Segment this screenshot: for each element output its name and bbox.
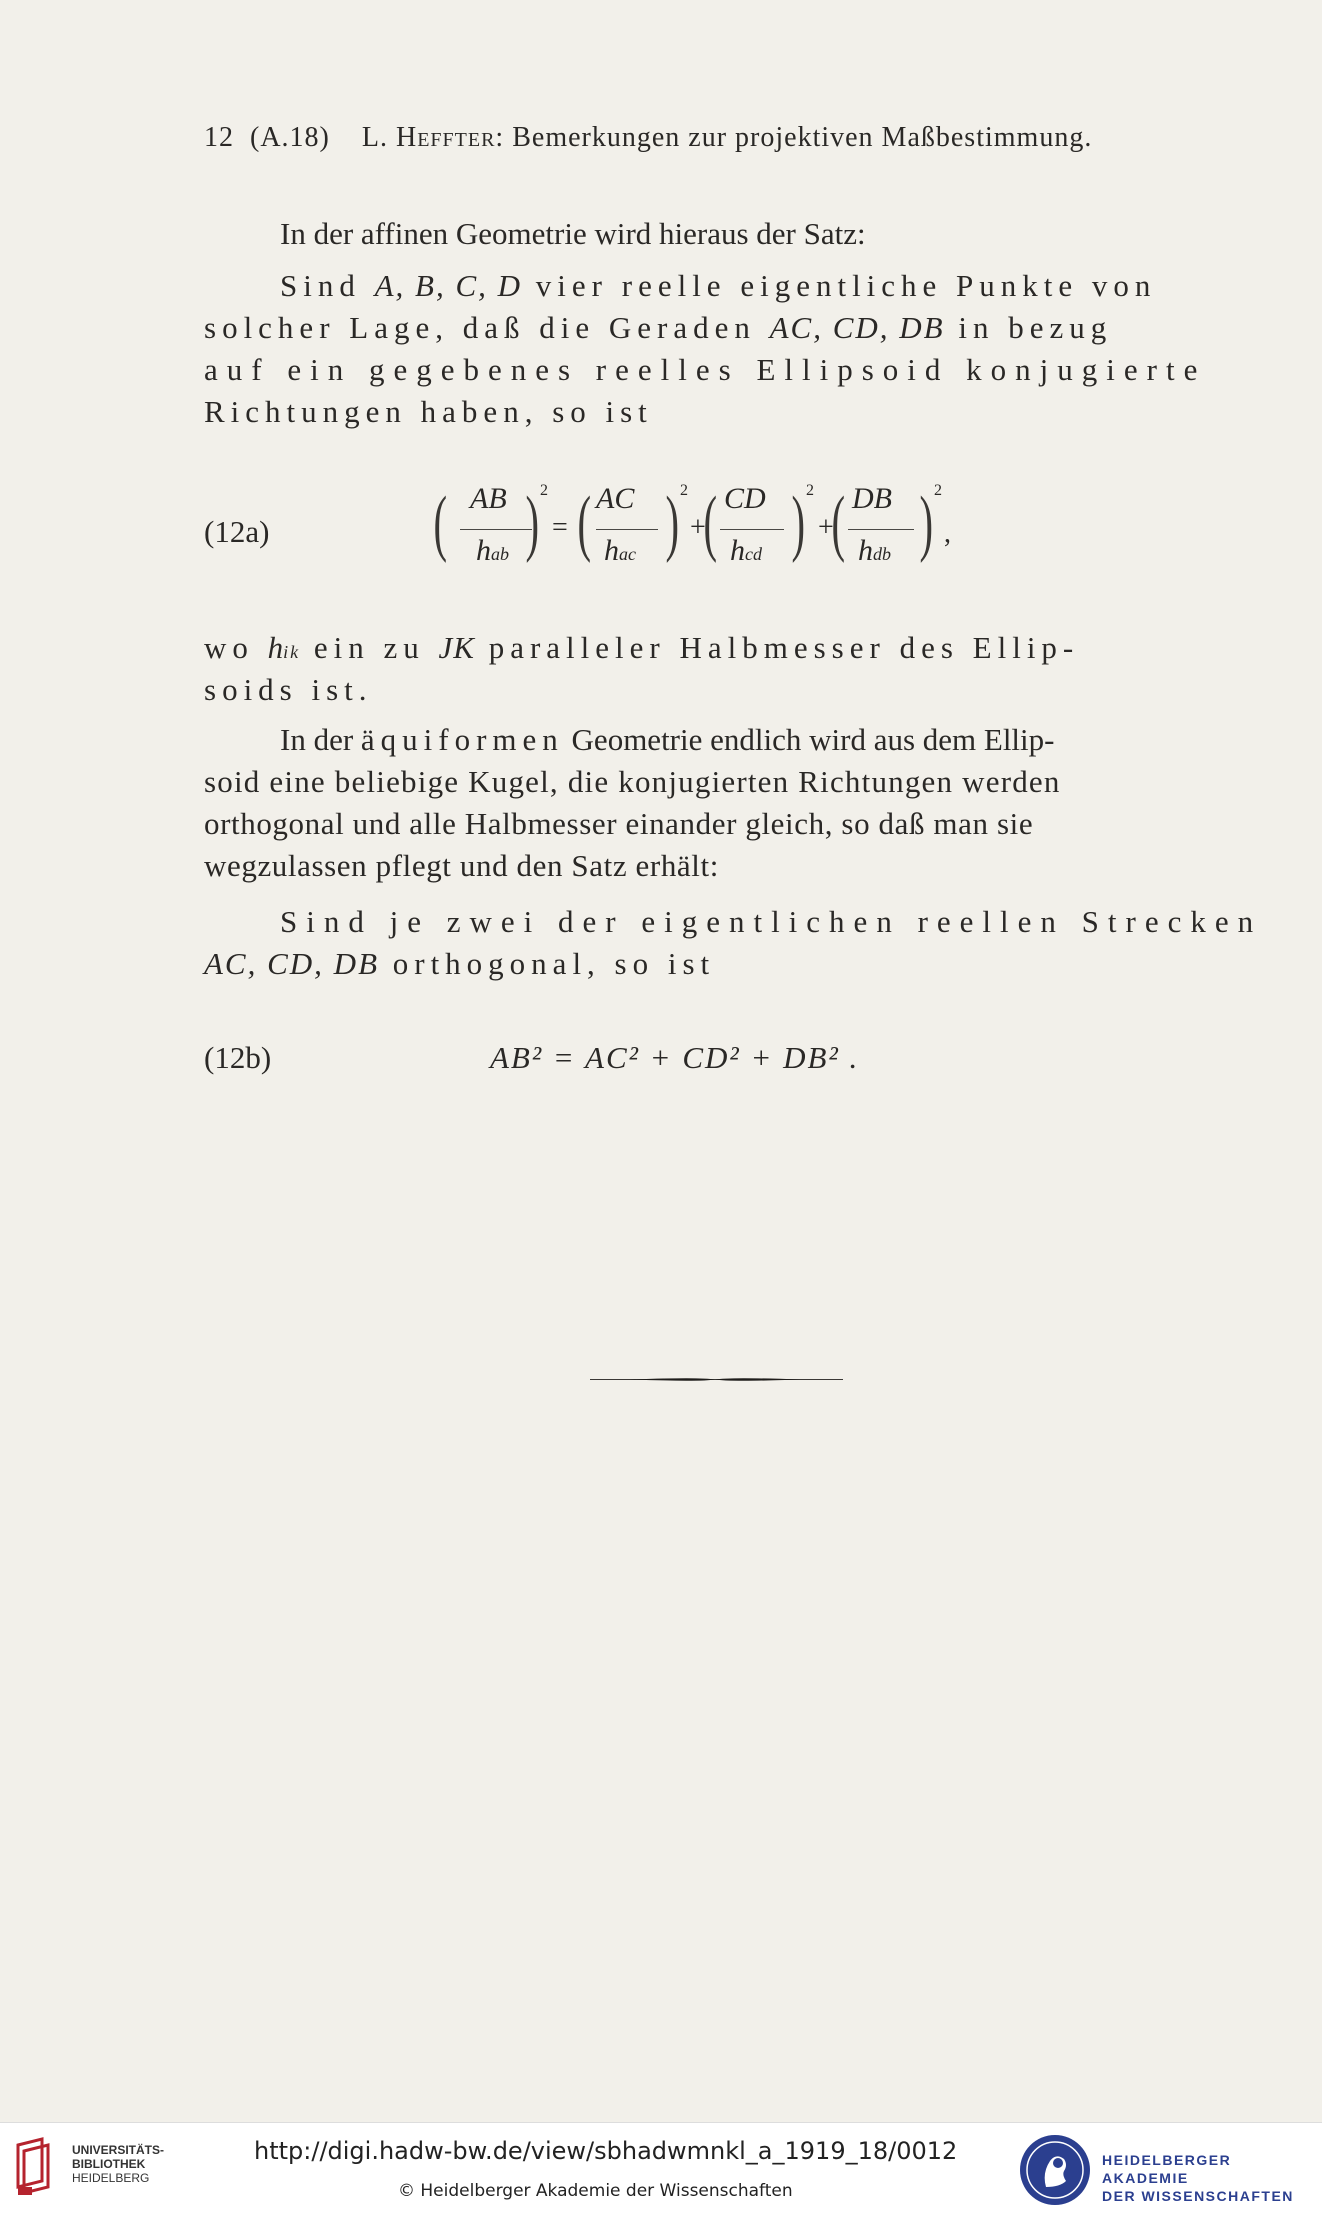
fraction-denominator: hac <box>604 534 636 567</box>
fraction-bar <box>848 529 914 530</box>
page-number: 12 <box>204 122 234 153</box>
text-span: Richtungen haben, so ist <box>204 394 653 429</box>
paragraph-4-line-4 <box>204 846 719 886</box>
university-library-logo[interactable] <box>14 2137 54 2201</box>
plus-sign: + <box>818 512 834 543</box>
fraction-bar <box>596 529 658 530</box>
math-jk: JK <box>438 630 475 665</box>
academy-name <box>1102 2151 1322 2205</box>
fraction-numerator: CD <box>724 482 766 515</box>
exponent: 2 <box>806 482 814 499</box>
where-line-1 <box>204 628 1079 672</box>
theorem-line-1 <box>280 266 1156 306</box>
header-ref: (A.18) <box>250 122 330 153</box>
right-paren: ) <box>791 482 806 564</box>
right-paren: ) <box>919 482 934 564</box>
academy-seal-icon[interactable] <box>1020 2135 1090 2205</box>
paragraph-5-line-2 <box>204 944 715 984</box>
text-span: wegzulassen pflegt und den Satz erhält: <box>204 848 719 883</box>
ub-line: UNIVERSITÄTS- <box>72 2143 165 2157</box>
fraction-denominator: hdb <box>858 534 891 567</box>
academy-line: DER WISSENSCHAFTEN <box>1102 2188 1294 2204</box>
text-span: vier reelle eigentliche Punkte von <box>535 268 1157 303</box>
header-title: Bemerkungen zur projektiven Maßbestimmung. <box>512 122 1093 153</box>
text-span: orthogonal und alle Halbmesser einander gleich, so daß man sie <box>204 806 1034 841</box>
fraction-bar <box>720 529 784 530</box>
text-span: äquiformen <box>360 722 564 757</box>
label-text: (12a) <box>204 514 270 549</box>
math-h: hik <box>267 630 301 665</box>
paragraph-4-line-3 <box>204 804 1033 844</box>
fraction-denominator: hcd <box>730 534 762 567</box>
theorem-line-4 <box>204 392 653 432</box>
theorem-line-2 <box>204 308 1112 348</box>
math-points: A, B, C, D <box>374 268 523 303</box>
exponent: 2 <box>540 482 548 499</box>
text-span: soid eine beliebige Kugel, die konjugierten Richtungen werden <box>204 764 1061 799</box>
fraction-bar <box>460 529 532 530</box>
paragraph-4-line-1 <box>280 720 1054 760</box>
left-paren: ( <box>577 482 592 564</box>
text-span: Sind je zwei der eigentlichen reellen Strecken <box>280 904 1263 939</box>
paragraph-1 <box>280 214 866 254</box>
plus-sign: + <box>690 512 706 543</box>
running-header <box>204 118 1092 158</box>
right-paren: ) <box>665 482 680 564</box>
equation-12b <box>490 1038 859 1078</box>
text-span: solcher Lage, daß die Geraden <box>204 310 756 345</box>
text-span: wo <box>204 630 254 665</box>
fraction-numerator: AB <box>470 482 507 515</box>
university-library-name <box>72 2143 164 2185</box>
text-span: Sind <box>280 268 361 303</box>
text-line: In der affinen Geometrie wird hieraus der Satz: <box>280 216 866 251</box>
where-line-2 <box>204 670 373 710</box>
text-span: Geometrie endlich wird aus dem Ellip- <box>571 722 1055 757</box>
ornamental-rule <box>590 1378 843 1381</box>
text-span: in bezug <box>958 310 1113 345</box>
copyright-notice: © Heidelberger Akademie der Wissenschaften <box>398 2181 793 2201</box>
footer-bar <box>0 2122 1322 2219</box>
exponent: 2 <box>680 482 688 499</box>
fraction-numerator: AC <box>596 482 635 515</box>
equation-12a <box>433 478 1000 588</box>
left-paren: ( <box>831 482 846 564</box>
academy-line: HEIDELBERGER AKADEMIE <box>1102 2152 1232 2186</box>
equation-label-12a <box>204 512 269 552</box>
label-text: (12b) <box>204 1040 272 1075</box>
right-paren: ) <box>525 482 540 564</box>
fraction-numerator: DB <box>852 482 892 515</box>
text-span: In der <box>280 722 354 757</box>
permalink-url[interactable]: http://digi.hadw-bw.de/view/sbhadwmnkl_a_1919_18/0012 <box>254 2137 958 2165</box>
left-paren: ( <box>703 482 718 564</box>
text-span: paralleler Halbmesser des Ellip- <box>488 630 1080 665</box>
ub-line: BIBLIOTHEK <box>72 2157 146 2171</box>
text-span: soids ist. <box>204 672 373 707</box>
math-segments: AC, CD, DB <box>204 946 379 981</box>
equals-sign: = <box>552 512 568 543</box>
text-span: orthogonal, so ist <box>392 946 716 981</box>
text-span: auf ein gegebenes reelles Ellipsoid konjugierte <box>204 352 1207 387</box>
paragraph-5-line-1 <box>280 902 1262 942</box>
left-paren: ( <box>433 482 448 564</box>
equation-text: AB² = AC² + CD² + DB² . <box>490 1040 860 1075</box>
text-span: ein zu <box>313 630 425 665</box>
theorem-line-3 <box>204 350 1206 390</box>
exponent: 2 <box>934 482 942 499</box>
paragraph-4-line-2 <box>204 762 1061 802</box>
ub-line: HEIDELBERG <box>72 2171 150 2185</box>
header-author: L. Heffter: <box>361 122 505 153</box>
math-lines: AC, CD, DB <box>769 310 945 345</box>
fraction-denominator: hab <box>476 534 509 567</box>
equation-label-12b <box>204 1038 271 1078</box>
comma: , <box>944 518 951 549</box>
